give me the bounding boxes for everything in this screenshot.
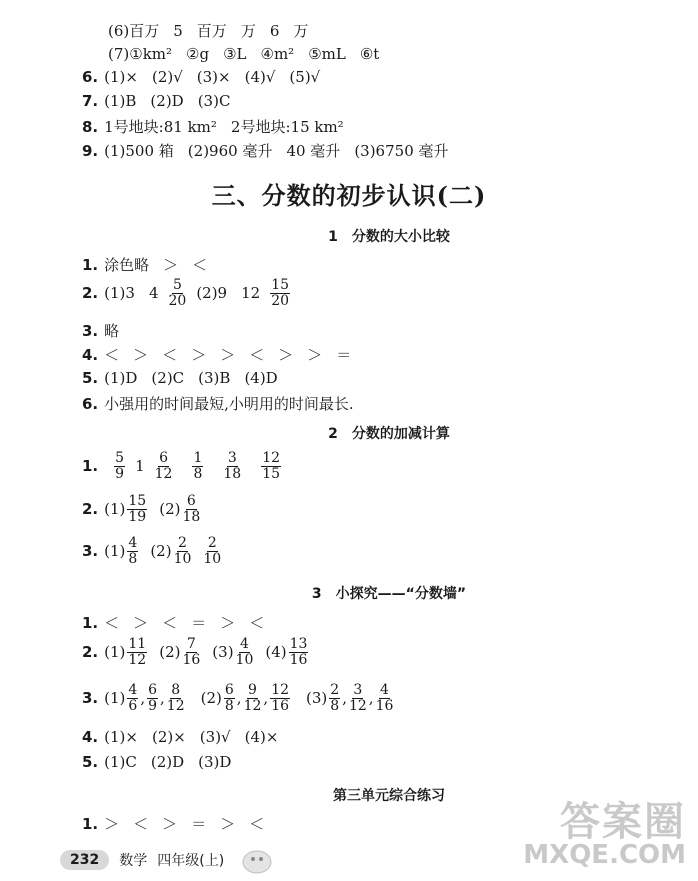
question-number: 9. <box>82 141 99 160</box>
section-title: 第三单元综合练习 <box>333 788 445 804</box>
s4-q1 <box>82 813 278 834</box>
separator: , <box>263 689 269 708</box>
answer-item: ＜ <box>162 346 178 364</box>
answer-item: ⑥t <box>359 45 380 63</box>
answer-item: 万 <box>293 22 309 40</box>
fraction: $\frac{15}{19}$ <box>128 493 147 525</box>
fraction: $\frac{3}{12}$ <box>348 682 367 714</box>
answer-item: (1) <box>104 689 126 708</box>
answer-item: (2)C <box>151 369 185 387</box>
fraction: $\frac{4}{6}$ <box>128 682 138 714</box>
answer-item: (7)①km² <box>108 45 173 63</box>
separator: , <box>342 689 347 708</box>
mascot-icon <box>240 846 274 874</box>
s3-q1 <box>82 612 278 633</box>
answer-item: (4)× <box>244 728 279 746</box>
answer-item: 6 <box>269 21 280 40</box>
answer-line-6-units <box>108 20 322 41</box>
fraction: $\frac{2}{8}$ <box>330 682 340 714</box>
fraction: $\frac{2}{10}$ <box>173 535 192 567</box>
answer-item: (1)3 <box>104 284 135 303</box>
s3-q2 <box>82 637 310 667</box>
answer-item: (1) <box>104 643 126 662</box>
answer-item: ＞ <box>133 346 149 364</box>
question-number: 8. <box>82 117 99 136</box>
section-title: 小探究——“分数墙” <box>335 586 467 602</box>
question-number: 3. <box>82 542 99 561</box>
s1-q6 <box>82 393 354 414</box>
fraction: $\frac{6}{12}$ <box>154 450 173 482</box>
answer-item: ＞ <box>220 614 236 632</box>
answer-item: (1)B <box>104 92 137 110</box>
answer-item: ＜ <box>133 815 149 833</box>
question-number: 3. <box>82 689 99 708</box>
answer-item: 2号地块:15 km² <box>230 118 344 136</box>
separator: , <box>160 689 165 708</box>
answer-item: 百万 <box>196 22 227 40</box>
fraction: $\frac{12}{16}$ <box>271 682 290 714</box>
s1-q3 <box>82 320 133 341</box>
separator: , <box>140 689 146 708</box>
watermark-logo: 答案圈 <box>560 799 686 845</box>
question-number: 2. <box>82 643 99 662</box>
s1-q5 <box>82 369 292 387</box>
answer-item: ＜ <box>104 614 120 632</box>
answer-item: (2)960 毫升 <box>187 142 273 160</box>
answer-item: (2)D <box>150 753 185 771</box>
answer-item: (1) <box>104 500 126 519</box>
answer-q9 <box>82 140 463 161</box>
answer-item: (2) <box>159 643 181 662</box>
section-heading-2 <box>0 423 698 443</box>
answer-item: 涂色略 <box>104 256 150 274</box>
fraction: $\frac{6}{8}$ <box>224 682 234 714</box>
answer-item: (6)百万 <box>108 22 160 40</box>
s3-q5 <box>82 753 245 771</box>
question-number: 6. <box>82 68 99 86</box>
answer-item: (4) <box>265 643 287 662</box>
footer-grade: 四年级(上) <box>157 853 225 869</box>
answer-item: (3)C <box>197 92 231 110</box>
footer-subject: 数学 <box>119 853 148 869</box>
separator: , <box>236 689 242 708</box>
fraction: $\frac{2}{10}$ <box>203 535 222 567</box>
answer-item: 1号地块:81 km² <box>104 118 217 136</box>
answer-item: (4)√ <box>244 68 276 86</box>
answer-item: (4)D <box>244 369 278 387</box>
answer-line-7-units <box>108 45 393 63</box>
question-number: 5. <box>82 369 99 387</box>
answer-item: (2)√ <box>151 68 183 86</box>
question-number: 2. <box>82 284 99 303</box>
answer-item: ＜ <box>249 346 265 364</box>
fraction: $\frac{7}{16}$ <box>182 636 201 668</box>
s2-q2 <box>82 494 202 524</box>
fraction: $\frac{15}{20}$ <box>271 277 290 309</box>
fraction: $\frac{1}{8}$ <box>193 450 203 482</box>
answer-item: (2)D <box>150 92 184 110</box>
answer-item: (3)√ <box>199 728 231 746</box>
fraction: $\frac{11}{12}$ <box>128 636 147 668</box>
question-number: 4. <box>82 345 99 364</box>
answer-q8 <box>82 116 358 137</box>
answer-item: ③L <box>223 45 247 63</box>
answer-item: (3)6750 毫升 <box>354 142 449 160</box>
fraction: $\frac{4}{8}$ <box>128 535 138 567</box>
s2-q1 <box>82 451 291 481</box>
fraction: $\frac{13}{16}$ <box>289 636 308 668</box>
answer-item: (5)√ <box>289 68 321 86</box>
answer-item: (1)× <box>104 68 138 86</box>
question-number: 6. <box>82 394 99 413</box>
section-number: 3 <box>311 586 322 602</box>
answer-q6 <box>82 68 334 86</box>
section-heading-1 <box>0 226 698 246</box>
fraction: $\frac{6}{9}$ <box>148 682 158 714</box>
section-title: 分数的加减计算 <box>351 426 450 442</box>
answer-item: (2) <box>200 689 222 708</box>
question-number: 1. <box>82 255 99 274</box>
fraction: $\frac{8}{12}$ <box>166 682 185 714</box>
answer-item: ⑤mL <box>308 45 346 63</box>
section-number: 2 <box>328 426 338 442</box>
answer-item: ＜ <box>249 614 265 632</box>
answer-item: ＞ <box>191 346 207 364</box>
answer-item: (1) <box>104 542 126 561</box>
watermark-url: MXQE.COM <box>523 840 686 870</box>
s3-q3 <box>82 683 395 713</box>
answer-item: ＝ <box>191 614 207 632</box>
answer-item: (2) <box>159 500 181 519</box>
section-title: 分数的大小比较 <box>351 229 450 245</box>
fraction: $\frac{5}{20}$ <box>168 277 187 309</box>
question-number: 1. <box>82 613 99 632</box>
answer-item: ＜ <box>104 346 120 364</box>
answer-item: 4 <box>148 284 159 303</box>
page-footer <box>60 846 284 874</box>
answer-item: ＝ <box>336 346 352 364</box>
answer-item: (3) <box>212 643 234 662</box>
answer-item: ＞ <box>220 346 236 364</box>
s1-q2 <box>82 278 300 308</box>
answer-item: (3)B <box>198 369 231 387</box>
answer-item: (1)500 箱 <box>104 142 174 160</box>
s1-q1 <box>82 254 221 275</box>
answer-item: 5 <box>173 21 183 40</box>
answer-item: ＜ <box>162 614 178 632</box>
section-number: 1 <box>328 229 338 245</box>
answer-item: ④m² <box>260 45 295 63</box>
fraction: $\frac{3}{18}$ <box>223 450 242 482</box>
s3-q4 <box>82 728 292 746</box>
answer-item: (1)× <box>104 728 138 746</box>
answer-item: (1)D <box>104 369 138 387</box>
answer-item: ＝ <box>191 815 207 833</box>
fraction: $\frac{4}{16}$ <box>375 682 394 714</box>
chapter-title: 三、分数的初步认识(二) <box>211 181 487 210</box>
question-number: 3. <box>82 321 99 340</box>
answer-q7 <box>82 92 244 110</box>
answer-item: (1)C <box>104 753 137 771</box>
section-heading-3 <box>0 583 698 603</box>
answer-item: 万 <box>240 22 256 40</box>
answer-item: ＞ <box>104 815 120 833</box>
fraction: $\frac{4}{10}$ <box>235 636 254 668</box>
page-number: 232 <box>60 850 109 870</box>
s1-q4 <box>82 344 365 365</box>
answer-item: ＞ <box>220 815 236 833</box>
answer-item: 1 <box>135 457 145 476</box>
fraction: $\frac{5}{9}$ <box>115 450 125 482</box>
answer-item: ＞ <box>133 614 149 632</box>
question-number: 4. <box>82 728 99 746</box>
answer-item: ＞ <box>307 346 323 364</box>
answer-item: (3)× <box>196 68 231 86</box>
answer-item: (2)9 <box>196 284 228 303</box>
separator: , <box>368 689 374 708</box>
s2-q3 <box>82 536 231 566</box>
answer-item: (3)D <box>198 753 232 771</box>
answer-text: 小强用的时间最短,小明用的时间最长. <box>104 395 354 413</box>
answer-item: ②g <box>186 45 210 63</box>
answer-item: 略 <box>104 322 120 340</box>
answer-item: ＜ <box>192 256 208 274</box>
answer-item: ＞ <box>278 346 294 364</box>
question-number: 7. <box>82 92 99 110</box>
answer-item: ＞ <box>162 815 178 833</box>
answer-item: (2) <box>150 542 172 561</box>
question-number: 1. <box>82 814 99 833</box>
fraction: $\frac{12}{15}$ <box>262 450 281 482</box>
fraction: $\frac{6}{18}$ <box>182 493 201 525</box>
question-number: 2. <box>82 500 99 519</box>
answer-item: (3) <box>306 689 328 708</box>
answer-item: ＜ <box>249 815 265 833</box>
question-number: 5. <box>82 753 99 771</box>
fraction: $\frac{9}{12}$ <box>243 682 262 714</box>
answer-item: 40 毫升 <box>286 142 341 160</box>
answer-item: 12 <box>241 284 261 303</box>
answer-item: ＞ <box>163 256 179 274</box>
answer-item: (2)× <box>151 728 186 746</box>
question-number: 1. <box>82 457 99 476</box>
